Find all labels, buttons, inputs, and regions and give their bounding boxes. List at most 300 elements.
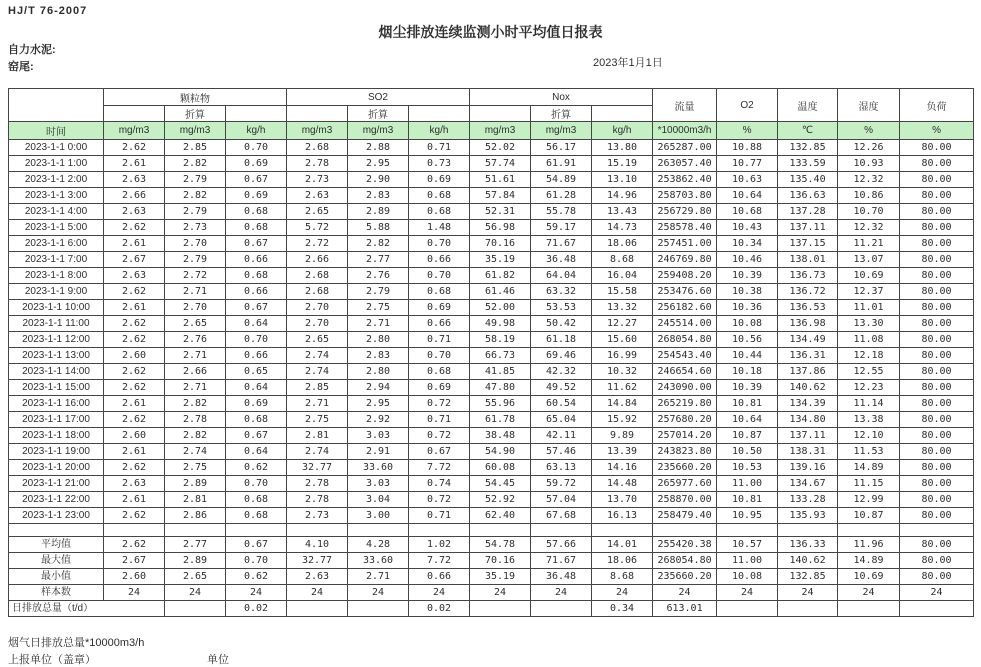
value-cell: 2.88 bbox=[348, 140, 409, 156]
value-cell: 24 bbox=[778, 585, 838, 601]
value-cell: 10.56 bbox=[717, 332, 778, 348]
hourly-row bbox=[9, 284, 974, 300]
value-cell: 2.73 bbox=[287, 508, 348, 524]
table-header bbox=[9, 89, 974, 140]
value-cell: 52.92 bbox=[470, 492, 531, 508]
hourly-row bbox=[9, 444, 974, 460]
value-cell: 137.86 bbox=[778, 364, 838, 380]
hourly-row bbox=[9, 172, 974, 188]
value-cell: 54.90 bbox=[470, 444, 531, 460]
value-cell: 10.44 bbox=[717, 348, 778, 364]
value-cell: 243823.80 bbox=[653, 444, 717, 460]
value-cell: 246654.60 bbox=[653, 364, 717, 380]
sub-spacer bbox=[287, 106, 348, 122]
value-cell: 10.68 bbox=[717, 204, 778, 220]
value-cell: 13.43 bbox=[592, 204, 653, 220]
empty-cell bbox=[287, 524, 348, 537]
value-cell: 56.98 bbox=[470, 220, 531, 236]
hourly-row bbox=[9, 316, 974, 332]
value-cell: 2.62 bbox=[104, 332, 165, 348]
value-cell: 10.39 bbox=[717, 380, 778, 396]
value-cell: 253476.60 bbox=[653, 284, 717, 300]
value-cell: 0.66 bbox=[409, 569, 470, 585]
value-cell: 2.79 bbox=[348, 284, 409, 300]
value-cell: 10.50 bbox=[717, 444, 778, 460]
value-cell: 0.68 bbox=[409, 364, 470, 380]
value-cell: 0.62 bbox=[226, 460, 287, 476]
value-cell: 2.82 bbox=[165, 188, 226, 204]
value-cell: 0.66 bbox=[226, 348, 287, 364]
value-cell: 80.00 bbox=[900, 300, 974, 316]
value-cell: 135.93 bbox=[778, 508, 838, 524]
value-cell: 62.40 bbox=[470, 508, 531, 524]
value-cell: 70.16 bbox=[470, 553, 531, 569]
unit-cell: kg/h bbox=[409, 122, 470, 140]
time-header: 时间 bbox=[9, 122, 104, 140]
value-cell: 8.68 bbox=[592, 252, 653, 268]
value-cell: 12.10 bbox=[838, 428, 900, 444]
value-cell: 2.66 bbox=[165, 364, 226, 380]
value-cell: 2.83 bbox=[348, 348, 409, 364]
value-cell: 11.96 bbox=[838, 537, 900, 553]
value-cell: 12.27 bbox=[592, 316, 653, 332]
value-cell: 2.74 bbox=[287, 364, 348, 380]
value-cell: 254543.40 bbox=[653, 348, 717, 364]
value-cell: 1.02 bbox=[409, 537, 470, 553]
empty-cell bbox=[900, 524, 974, 537]
value-cell: 38.48 bbox=[470, 428, 531, 444]
value-cell: 80.00 bbox=[900, 172, 974, 188]
value-cell: 35.19 bbox=[470, 252, 531, 268]
value-cell: 52.31 bbox=[470, 204, 531, 220]
value-cell: 235660.20 bbox=[653, 460, 717, 476]
value-cell: 263057.40 bbox=[653, 156, 717, 172]
spacer-row bbox=[9, 524, 974, 537]
group-nox: Nox bbox=[470, 89, 653, 106]
value-cell: 0.69 bbox=[226, 396, 287, 412]
value-cell: 255420.38 bbox=[653, 537, 717, 553]
value-cell: 2.70 bbox=[287, 316, 348, 332]
value-cell bbox=[717, 601, 778, 617]
value-cell: 14.89 bbox=[838, 553, 900, 569]
value-cell: 33.60 bbox=[348, 460, 409, 476]
value-cell: 245514.00 bbox=[653, 316, 717, 332]
value-cell: 2.78 bbox=[287, 476, 348, 492]
hourly-row bbox=[9, 332, 974, 348]
value-cell: 58.19 bbox=[470, 332, 531, 348]
value-cell: 14.16 bbox=[592, 460, 653, 476]
value-cell: 265219.80 bbox=[653, 396, 717, 412]
value-cell: 10.39 bbox=[717, 268, 778, 284]
value-cell: 2.71 bbox=[165, 284, 226, 300]
value-cell: 36.48 bbox=[531, 252, 592, 268]
value-cell: 10.46 bbox=[717, 252, 778, 268]
value-cell: 257451.00 bbox=[653, 236, 717, 252]
value-cell: 10.08 bbox=[717, 569, 778, 585]
value-cell: 0.69 bbox=[226, 188, 287, 204]
value-cell: 12.23 bbox=[838, 380, 900, 396]
value-cell: 80.00 bbox=[900, 316, 974, 332]
value-cell: 55.78 bbox=[531, 204, 592, 220]
value-cell: 10.64 bbox=[717, 412, 778, 428]
value-cell: 2.65 bbox=[287, 332, 348, 348]
value-cell: 57.04 bbox=[531, 492, 592, 508]
hourly-row bbox=[9, 508, 974, 524]
time-cell: 2023-1-1 23:00 bbox=[9, 508, 104, 524]
value-cell: 56.17 bbox=[531, 140, 592, 156]
value-cell: 2.83 bbox=[348, 188, 409, 204]
value-cell: 42.11 bbox=[531, 428, 592, 444]
sub-spacer bbox=[409, 106, 470, 122]
hourly-row bbox=[9, 412, 974, 428]
value-cell: 13.10 bbox=[592, 172, 653, 188]
value-cell: 0.69 bbox=[409, 300, 470, 316]
value-cell: 16.04 bbox=[592, 268, 653, 284]
value-cell: 57.84 bbox=[470, 188, 531, 204]
value-cell: 2.71 bbox=[348, 569, 409, 585]
time-cell: 2023-1-1 16:00 bbox=[9, 396, 104, 412]
value-cell: 10.18 bbox=[717, 364, 778, 380]
unit-cell: kg/h bbox=[226, 122, 287, 140]
value-cell: 2.74 bbox=[165, 444, 226, 460]
hourly-row bbox=[9, 460, 974, 476]
value-cell: 0.69 bbox=[409, 380, 470, 396]
value-cell bbox=[531, 601, 592, 617]
value-cell: 2.63 bbox=[287, 569, 348, 585]
value-cell: 133.28 bbox=[778, 492, 838, 508]
value-cell: 54.89 bbox=[531, 172, 592, 188]
value-cell: 0.68 bbox=[409, 188, 470, 204]
group-so2: SO2 bbox=[287, 89, 470, 106]
unit-cell: mg/m3 bbox=[104, 122, 165, 140]
value-cell: 2.61 bbox=[104, 492, 165, 508]
value-cell: 258479.40 bbox=[653, 508, 717, 524]
value-cell: 0.71 bbox=[409, 508, 470, 524]
value-cell: 0.69 bbox=[226, 156, 287, 172]
col-temperature: 温度 bbox=[778, 89, 838, 122]
value-cell: 2.60 bbox=[104, 428, 165, 444]
value-cell: 71.67 bbox=[531, 553, 592, 569]
value-cell: 33.60 bbox=[348, 553, 409, 569]
value-cell: 2.92 bbox=[348, 412, 409, 428]
value-cell: 2.71 bbox=[165, 348, 226, 364]
value-cell: 2.80 bbox=[348, 332, 409, 348]
time-cell: 2023-1-1 6:00 bbox=[9, 236, 104, 252]
value-cell: 2.77 bbox=[165, 537, 226, 553]
page-title: 烟尘排放连续监测小时平均值日报表 bbox=[378, 24, 603, 40]
sub-spacer bbox=[104, 106, 165, 122]
value-cell: 18.06 bbox=[592, 236, 653, 252]
value-cell: 138.01 bbox=[778, 252, 838, 268]
value-cell: 2.61 bbox=[104, 156, 165, 172]
value-cell: 134.39 bbox=[778, 396, 838, 412]
value-cell: 0.70 bbox=[226, 553, 287, 569]
empty-cell bbox=[778, 524, 838, 537]
value-cell: 11.53 bbox=[838, 444, 900, 460]
value-cell: 2.63 bbox=[104, 172, 165, 188]
value-cell: 14.73 bbox=[592, 220, 653, 236]
value-cell: 0.02 bbox=[409, 601, 470, 617]
value-cell: 13.80 bbox=[592, 140, 653, 156]
value-cell: 32.77 bbox=[287, 553, 348, 569]
value-cell: 80.00 bbox=[900, 348, 974, 364]
value-cell: 2.60 bbox=[104, 569, 165, 585]
value-cell: 80.00 bbox=[900, 284, 974, 300]
value-cell: 2.61 bbox=[104, 300, 165, 316]
value-cell: 69.46 bbox=[531, 348, 592, 364]
value-cell: 10.43 bbox=[717, 220, 778, 236]
value-cell: 256729.80 bbox=[653, 204, 717, 220]
value-cell: 24 bbox=[348, 585, 409, 601]
site-label: 窑尾: bbox=[8, 61, 34, 73]
value-cell: 41.85 bbox=[470, 364, 531, 380]
value-cell: 132.85 bbox=[778, 569, 838, 585]
value-cell: 10.36 bbox=[717, 300, 778, 316]
value-cell: 80.00 bbox=[900, 492, 974, 508]
value-cell: 65.04 bbox=[531, 412, 592, 428]
sub-converted-particulate: 折算 bbox=[165, 106, 226, 122]
value-cell: 14.96 bbox=[592, 188, 653, 204]
value-cell: 13.07 bbox=[838, 252, 900, 268]
value-cell: 137.11 bbox=[778, 428, 838, 444]
time-cell: 2023-1-1 3:00 bbox=[9, 188, 104, 204]
value-cell: 10.86 bbox=[838, 188, 900, 204]
value-cell bbox=[287, 601, 348, 617]
value-cell: 2.89 bbox=[165, 553, 226, 569]
value-cell: 10.64 bbox=[717, 188, 778, 204]
value-cell: 80.00 bbox=[900, 444, 974, 460]
unit-cell: mg/m3 bbox=[470, 122, 531, 140]
value-cell: 139.16 bbox=[778, 460, 838, 476]
value-cell: 10.53 bbox=[717, 460, 778, 476]
value-cell: 61.91 bbox=[531, 156, 592, 172]
value-cell: 246769.80 bbox=[653, 252, 717, 268]
value-cell: 2.78 bbox=[287, 156, 348, 172]
value-cell: 80.00 bbox=[900, 476, 974, 492]
value-cell bbox=[348, 601, 409, 617]
value-cell: 134.49 bbox=[778, 332, 838, 348]
value-cell: 54.45 bbox=[470, 476, 531, 492]
value-cell: 2.66 bbox=[104, 188, 165, 204]
value-cell: 2.71 bbox=[348, 316, 409, 332]
value-cell: 137.15 bbox=[778, 236, 838, 252]
value-cell: 257014.20 bbox=[653, 428, 717, 444]
value-cell: 2.85 bbox=[287, 380, 348, 396]
value-cell: 0.70 bbox=[226, 140, 287, 156]
value-cell: 2.62 bbox=[104, 140, 165, 156]
time-cell: 2023-1-1 13:00 bbox=[9, 348, 104, 364]
value-cell: 61.18 bbox=[531, 332, 592, 348]
value-cell: 24 bbox=[838, 585, 900, 601]
value-cell: 613.01 bbox=[653, 601, 717, 617]
value-cell: 2.95 bbox=[348, 396, 409, 412]
hourly-row bbox=[9, 476, 974, 492]
value-cell: 24 bbox=[287, 585, 348, 601]
value-cell: 0.69 bbox=[409, 172, 470, 188]
value-cell: 0.64 bbox=[226, 316, 287, 332]
value-cell: 61.28 bbox=[531, 188, 592, 204]
value-cell bbox=[165, 601, 226, 617]
value-cell: 0.71 bbox=[409, 332, 470, 348]
value-cell: 0.67 bbox=[226, 172, 287, 188]
value-cell: 235660.20 bbox=[653, 569, 717, 585]
time-cell: 2023-1-1 8:00 bbox=[9, 268, 104, 284]
value-cell: 15.19 bbox=[592, 156, 653, 172]
value-cell: 0.62 bbox=[226, 569, 287, 585]
value-cell: 265977.60 bbox=[653, 476, 717, 492]
value-cell: 12.26 bbox=[838, 140, 900, 156]
value-cell: 0.67 bbox=[226, 236, 287, 252]
value-cell: 10.81 bbox=[717, 396, 778, 412]
value-cell: 0.66 bbox=[226, 252, 287, 268]
value-cell: 15.58 bbox=[592, 284, 653, 300]
empty-cell bbox=[838, 524, 900, 537]
value-cell: 2.85 bbox=[165, 140, 226, 156]
value-cell: 2.75 bbox=[287, 412, 348, 428]
value-cell: 0.70 bbox=[226, 476, 287, 492]
value-cell: 3.03 bbox=[348, 428, 409, 444]
value-cell: 11.00 bbox=[717, 553, 778, 569]
value-cell: 2.79 bbox=[165, 204, 226, 220]
value-cell: 8.68 bbox=[592, 569, 653, 585]
value-cell: 57.66 bbox=[531, 537, 592, 553]
value-cell: 3.04 bbox=[348, 492, 409, 508]
value-cell: 60.54 bbox=[531, 396, 592, 412]
value-cell: 134.80 bbox=[778, 412, 838, 428]
empty-cell bbox=[104, 524, 165, 537]
time-header-spacer bbox=[9, 89, 104, 122]
value-cell: 259408.20 bbox=[653, 268, 717, 284]
value-cell: 2.71 bbox=[165, 380, 226, 396]
value-cell: 18.06 bbox=[592, 553, 653, 569]
value-cell: 0.66 bbox=[409, 252, 470, 268]
value-cell: 53.53 bbox=[531, 300, 592, 316]
value-cell: 36.48 bbox=[531, 569, 592, 585]
value-cell: 0.72 bbox=[409, 492, 470, 508]
value-cell: 24 bbox=[165, 585, 226, 601]
empty-cell bbox=[9, 524, 104, 537]
value-cell: 13.38 bbox=[838, 412, 900, 428]
value-cell: 2.74 bbox=[287, 444, 348, 460]
value-cell: 2.70 bbox=[165, 236, 226, 252]
time-cell: 2023-1-1 10:00 bbox=[9, 300, 104, 316]
empty-cell bbox=[165, 524, 226, 537]
value-cell: 10.77 bbox=[717, 156, 778, 172]
value-cell: 13.70 bbox=[592, 492, 653, 508]
value-cell: 13.39 bbox=[592, 444, 653, 460]
sub-spacer bbox=[470, 106, 531, 122]
value-cell: 80.00 bbox=[900, 537, 974, 553]
value-cell: 4.10 bbox=[287, 537, 348, 553]
value-cell: 11.15 bbox=[838, 476, 900, 492]
value-cell: 2.91 bbox=[348, 444, 409, 460]
time-cell: 2023-1-1 17:00 bbox=[9, 412, 104, 428]
value-cell: 10.34 bbox=[717, 236, 778, 252]
report-unit-label: 上报单位（盖章） bbox=[8, 654, 96, 666]
value-cell: 35.19 bbox=[470, 569, 531, 585]
value-cell: 137.11 bbox=[778, 220, 838, 236]
company-label: 自力水泥: bbox=[8, 44, 56, 56]
value-cell: 63.13 bbox=[531, 460, 592, 476]
value-cell: 80.00 bbox=[900, 140, 974, 156]
hourly-row bbox=[9, 252, 974, 268]
time-cell: 2023-1-1 14:00 bbox=[9, 364, 104, 380]
value-cell: 0.68 bbox=[409, 284, 470, 300]
summary-row bbox=[9, 553, 974, 569]
value-cell: 256182.60 bbox=[653, 300, 717, 316]
time-cell: 2023-1-1 0:00 bbox=[9, 140, 104, 156]
value-cell: 0.68 bbox=[409, 204, 470, 220]
value-cell: 70.16 bbox=[470, 236, 531, 252]
summary-label: 最大值 bbox=[9, 553, 104, 569]
value-cell: 2.79 bbox=[165, 172, 226, 188]
value-cell: 52.02 bbox=[470, 140, 531, 156]
value-cell: 80.00 bbox=[900, 569, 974, 585]
value-cell: 253862.40 bbox=[653, 172, 717, 188]
value-cell: 71.67 bbox=[531, 236, 592, 252]
value-cell: 2.72 bbox=[165, 268, 226, 284]
unit-cell: % bbox=[717, 122, 778, 140]
value-cell: 0.68 bbox=[226, 220, 287, 236]
sub-spacer bbox=[226, 106, 287, 122]
value-cell: 132.85 bbox=[778, 140, 838, 156]
value-cell: 24 bbox=[104, 585, 165, 601]
report-date: 2023年1月1日 bbox=[593, 57, 663, 69]
hourly-row bbox=[9, 428, 974, 444]
value-cell: 0.67 bbox=[226, 300, 287, 316]
value-cell: 2.62 bbox=[104, 380, 165, 396]
value-cell: 2.61 bbox=[104, 396, 165, 412]
value-cell: 2.89 bbox=[165, 476, 226, 492]
value-cell: 57.46 bbox=[531, 444, 592, 460]
value-cell: 47.80 bbox=[470, 380, 531, 396]
value-cell: 61.78 bbox=[470, 412, 531, 428]
hourly-row bbox=[9, 380, 974, 396]
value-cell: 10.63 bbox=[717, 172, 778, 188]
value-cell: 12.55 bbox=[838, 364, 900, 380]
time-cell: 2023-1-1 19:00 bbox=[9, 444, 104, 460]
report-table bbox=[8, 88, 974, 617]
value-cell: 64.04 bbox=[531, 268, 592, 284]
value-cell: 2.68 bbox=[287, 284, 348, 300]
value-cell: 2.70 bbox=[287, 300, 348, 316]
value-cell: 14.01 bbox=[592, 537, 653, 553]
unit-cell: % bbox=[838, 122, 900, 140]
value-cell: 80.00 bbox=[900, 396, 974, 412]
empty-cell bbox=[409, 524, 470, 537]
value-cell: 12.37 bbox=[838, 284, 900, 300]
time-cell: 2023-1-1 20:00 bbox=[9, 460, 104, 476]
sub-converted-so2: 折算 bbox=[348, 106, 409, 122]
value-cell: 0.70 bbox=[409, 268, 470, 284]
value-cell: 2.75 bbox=[165, 460, 226, 476]
value-cell bbox=[838, 601, 900, 617]
value-cell: 2.65 bbox=[165, 569, 226, 585]
value-cell: 258870.00 bbox=[653, 492, 717, 508]
value-cell: 136.73 bbox=[778, 268, 838, 284]
value-cell: 10.81 bbox=[717, 492, 778, 508]
value-cell: 2.73 bbox=[287, 172, 348, 188]
value-cell: 2.65 bbox=[287, 204, 348, 220]
sub-spacer bbox=[592, 106, 653, 122]
value-cell: 265287.00 bbox=[653, 140, 717, 156]
value-cell: 0.34 bbox=[592, 601, 653, 617]
empty-cell bbox=[348, 524, 409, 537]
value-cell: 258578.40 bbox=[653, 220, 717, 236]
unit-cell: kg/h bbox=[592, 122, 653, 140]
summary-label: 最小值 bbox=[9, 569, 104, 585]
value-cell: 0.65 bbox=[226, 364, 287, 380]
